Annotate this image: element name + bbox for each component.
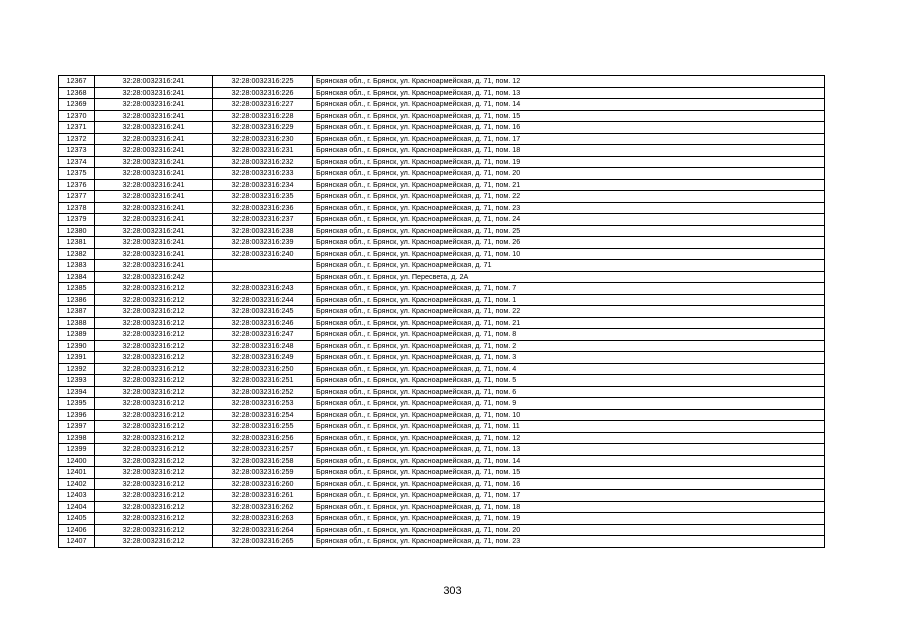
table-row	[59, 237, 825, 249]
row-number-cell: 12392	[59, 363, 95, 375]
row-number-cell: 12387	[59, 306, 95, 318]
address-cell: Брянская обл., г. Брянск, ул. Красноармейская, д. 71, пом. 17	[313, 490, 825, 502]
parcel-number-cell: 32:28:0032316:241	[95, 248, 213, 260]
row-number-cell: 12378	[59, 202, 95, 214]
row-number-cell: 12372	[59, 133, 95, 145]
table-row	[59, 386, 825, 398]
cadastral-number-cell: 32:28:0032316:227	[213, 99, 313, 111]
address-cell: Брянская обл., г. Брянск, ул. Красноармейская, д. 71, пом. 16	[313, 478, 825, 490]
row-number-cell: 12400	[59, 455, 95, 467]
parcel-number-cell: 32:28:0032316:212	[95, 478, 213, 490]
cadastral-number-cell: 32:28:0032316:232	[213, 156, 313, 168]
table-row	[59, 513, 825, 525]
row-number-cell: 12388	[59, 317, 95, 329]
table-row	[59, 329, 825, 341]
address-cell: Брянская обл., г. Брянск, ул. Красноармейская, д. 71, пом. 21	[313, 317, 825, 329]
cadastral-number-cell: 32:28:0032316:228	[213, 110, 313, 122]
address-cell: Брянская обл., г. Брянск, ул. Красноармейская, д. 71, пом. 19	[313, 156, 825, 168]
parcel-number-cell: 32:28:0032316:212	[95, 340, 213, 352]
table-row	[59, 398, 825, 410]
row-number-cell: 12384	[59, 271, 95, 283]
cadastral-number-cell: 32:28:0032316:234	[213, 179, 313, 191]
parcel-number-cell: 32:28:0032316:241	[95, 87, 213, 99]
cadastral-number-cell	[213, 260, 313, 272]
address-cell: Брянская обл., г. Брянск, ул. Красноармейская, д. 71, пом. 13	[313, 87, 825, 99]
parcel-number-cell: 32:28:0032316:212	[95, 421, 213, 433]
address-cell: Брянская обл., г. Брянск, ул. Красноармейская, д. 71, пом. 11	[313, 421, 825, 433]
table-row	[59, 352, 825, 364]
table-row	[59, 432, 825, 444]
address-cell: Брянская обл., г. Брянск, ул. Красноармейская, д. 71, пом. 19	[313, 513, 825, 525]
parcel-number-cell: 32:28:0032316:212	[95, 467, 213, 479]
row-number-cell: 12380	[59, 225, 95, 237]
cadastral-number-cell: 32:28:0032316:262	[213, 501, 313, 513]
cadastral-number-cell: 32:28:0032316:229	[213, 122, 313, 134]
address-cell: Брянская обл., г. Брянск, ул. Красноармейская, д. 71	[313, 260, 825, 272]
cadastral-number-cell: 32:28:0032316:251	[213, 375, 313, 387]
row-number-cell: 12402	[59, 478, 95, 490]
parcel-number-cell: 32:28:0032316:241	[95, 76, 213, 88]
parcel-number-cell: 32:28:0032316:212	[95, 363, 213, 375]
address-cell: Брянская обл., г. Брянск, ул. Красноармейская, д. 71, пом. 15	[313, 467, 825, 479]
cadastral-number-cell: 32:28:0032316:263	[213, 513, 313, 525]
cadastral-number-cell: 32:28:0032316:255	[213, 421, 313, 433]
row-number-cell: 12367	[59, 76, 95, 88]
table-row	[59, 179, 825, 191]
parcel-number-cell: 32:28:0032316:212	[95, 317, 213, 329]
cadastral-number-cell	[213, 271, 313, 283]
parcel-number-cell: 32:28:0032316:212	[95, 294, 213, 306]
cadastral-number-cell: 32:28:0032316:253	[213, 398, 313, 410]
address-cell: Брянская обл., г. Брянск, ул. Красноармейская, д. 71, пом. 18	[313, 501, 825, 513]
row-number-cell: 12383	[59, 260, 95, 272]
parcel-number-cell: 32:28:0032316:212	[95, 501, 213, 513]
row-number-cell: 12369	[59, 99, 95, 111]
table-row	[59, 444, 825, 456]
cadastral-number-cell: 32:28:0032316:250	[213, 363, 313, 375]
table-row	[59, 191, 825, 203]
cadastral-number-cell: 32:28:0032316:238	[213, 225, 313, 237]
row-number-cell: 12397	[59, 421, 95, 433]
parcel-number-cell: 32:28:0032316:241	[95, 191, 213, 203]
parcel-number-cell: 32:28:0032316:241	[95, 99, 213, 111]
parcel-number-cell: 32:28:0032316:212	[95, 524, 213, 536]
parcel-number-cell: 32:28:0032316:241	[95, 225, 213, 237]
parcel-number-cell: 32:28:0032316:212	[95, 329, 213, 341]
cadastral-number-cell: 32:28:0032316:239	[213, 237, 313, 249]
cadastral-number-cell: 32:28:0032316:261	[213, 490, 313, 502]
table-row	[59, 122, 825, 134]
parcel-number-cell: 32:28:0032316:212	[95, 352, 213, 364]
parcel-number-cell: 32:28:0032316:241	[95, 202, 213, 214]
cadastral-number-cell: 32:28:0032316:225	[213, 76, 313, 88]
address-cell: Брянская обл., г. Брянск, ул. Красноармейская, д. 71, пом. 23	[313, 202, 825, 214]
parcel-number-cell: 32:28:0032316:212	[95, 490, 213, 502]
cadastral-number-cell: 32:28:0032316:233	[213, 168, 313, 180]
parcel-number-cell: 32:28:0032316:212	[95, 455, 213, 467]
row-number-cell: 12394	[59, 386, 95, 398]
parcel-number-cell: 32:28:0032316:241	[95, 179, 213, 191]
cadastral-number-cell: 32:28:0032316:260	[213, 478, 313, 490]
row-number-cell: 12374	[59, 156, 95, 168]
table-row	[59, 248, 825, 260]
address-cell: Брянская обл., г. Брянск, ул. Красноармейская, д. 71, пом. 6	[313, 386, 825, 398]
row-number-cell: 12407	[59, 536, 95, 548]
table-row	[59, 490, 825, 502]
address-cell: Брянская обл., г. Брянск, ул. Красноармейская, д. 71, пом. 14	[313, 99, 825, 111]
address-cell: Брянская обл., г. Брянск, ул. Красноармейская, д. 71, пом. 9	[313, 398, 825, 410]
table-row	[59, 133, 825, 145]
row-number-cell: 12381	[59, 237, 95, 249]
parcel-number-cell: 32:28:0032316:212	[95, 444, 213, 456]
parcel-number-cell: 32:28:0032316:241	[95, 110, 213, 122]
cadastral-number-cell: 32:28:0032316:256	[213, 432, 313, 444]
table-row	[59, 99, 825, 111]
row-number-cell: 12386	[59, 294, 95, 306]
cadastral-number-cell: 32:28:0032316:226	[213, 87, 313, 99]
table-row	[59, 306, 825, 318]
table-row	[59, 340, 825, 352]
cadastral-number-cell: 32:28:0032316:249	[213, 352, 313, 364]
row-number-cell: 12379	[59, 214, 95, 226]
address-cell: Брянская обл., г. Брянск, ул. Красноармейская, д. 71, пом. 17	[313, 133, 825, 145]
address-cell: Брянская обл., г. Брянск, ул. Красноармейская, д. 71, пом. 4	[313, 363, 825, 375]
table-row	[59, 260, 825, 272]
cadastral-number-cell: 32:28:0032316:230	[213, 133, 313, 145]
table-row	[59, 214, 825, 226]
table-row	[59, 536, 825, 548]
table-row	[59, 156, 825, 168]
address-cell: Брянская обл., г. Брянск, ул. Красноармейская, д. 71, пом. 15	[313, 110, 825, 122]
row-number-cell: 12401	[59, 467, 95, 479]
table-row	[59, 501, 825, 513]
address-cell: Брянская обл., г. Брянск, ул. Красноармейская, д. 71, пом. 10	[313, 248, 825, 260]
cadastral-number-cell: 32:28:0032316:257	[213, 444, 313, 456]
table-row	[59, 76, 825, 88]
table-row	[59, 363, 825, 375]
parcel-number-cell: 32:28:0032316:212	[95, 432, 213, 444]
table-row	[59, 375, 825, 387]
address-cell: Брянская обл., г. Брянск, ул. Красноармейская, д. 71, пом. 22	[313, 191, 825, 203]
parcel-number-cell: 32:28:0032316:212	[95, 306, 213, 318]
table-row	[59, 110, 825, 122]
row-number-cell: 12376	[59, 179, 95, 191]
table-row	[59, 87, 825, 99]
parcel-number-cell: 32:28:0032316:212	[95, 409, 213, 421]
address-cell: Брянская обл., г. Брянск, ул. Красноармейская, д. 71, пом. 18	[313, 145, 825, 157]
cadastral-number-cell: 32:28:0032316:235	[213, 191, 313, 203]
table-row	[59, 317, 825, 329]
parcel-number-cell: 32:28:0032316:241	[95, 237, 213, 249]
table-row	[59, 455, 825, 467]
parcel-number-cell: 32:28:0032316:241	[95, 156, 213, 168]
cadastral-number-cell: 32:28:0032316:231	[213, 145, 313, 157]
cadastral-number-cell: 32:28:0032316:248	[213, 340, 313, 352]
row-number-cell: 12385	[59, 283, 95, 295]
cadastral-number-cell: 32:28:0032316:265	[213, 536, 313, 548]
cadastral-number-cell: 32:28:0032316:245	[213, 306, 313, 318]
address-cell: Брянская обл., г. Брянск, ул. Красноармейская, д. 71, пом. 8	[313, 329, 825, 341]
row-number-cell: 12403	[59, 490, 95, 502]
table-row	[59, 145, 825, 157]
parcel-number-cell: 32:28:0032316:241	[95, 133, 213, 145]
address-cell: Брянская обл., г. Брянск, ул. Красноармейская, д. 71, пом. 12	[313, 432, 825, 444]
table-row	[59, 421, 825, 433]
parcel-number-cell: 32:28:0032316:241	[95, 145, 213, 157]
parcel-number-cell: 32:28:0032316:241	[95, 168, 213, 180]
row-number-cell: 12398	[59, 432, 95, 444]
table-row	[59, 271, 825, 283]
address-cell: Брянская обл., г. Брянск, ул. Красноармейская, д. 71, пом. 13	[313, 444, 825, 456]
cadastral-number-cell: 32:28:0032316:240	[213, 248, 313, 260]
table-row	[59, 168, 825, 180]
parcel-number-cell: 32:28:0032316:241	[95, 122, 213, 134]
row-number-cell: 12399	[59, 444, 95, 456]
parcel-number-cell: 32:28:0032316:212	[95, 513, 213, 525]
table-row	[59, 478, 825, 490]
row-number-cell: 12393	[59, 375, 95, 387]
parcel-number-cell: 32:28:0032316:212	[95, 386, 213, 398]
address-cell: Брянская обл., г. Брянск, ул. Красноармейская, д. 71, пом. 20	[313, 524, 825, 536]
table-row	[59, 202, 825, 214]
address-cell: Брянская обл., г. Брянск, ул. Пересвета, д. 2А	[313, 271, 825, 283]
row-number-cell: 12406	[59, 524, 95, 536]
address-cell: Брянская обл., г. Брянск, ул. Красноармейская, д. 71, пом. 14	[313, 455, 825, 467]
registry-table-body	[59, 76, 825, 548]
table-row	[59, 283, 825, 295]
cadastral-number-cell: 32:28:0032316:247	[213, 329, 313, 341]
address-cell: Брянская обл., г. Брянск, ул. Красноармейская, д. 71, пом. 25	[313, 225, 825, 237]
address-cell: Брянская обл., г. Брянск, ул. Красноармейская, д. 71, пом. 2	[313, 340, 825, 352]
parcel-number-cell: 32:28:0032316:212	[95, 375, 213, 387]
address-cell: Брянская обл., г. Брянск, ул. Красноармейская, д. 71, пом. 20	[313, 168, 825, 180]
registry-table	[58, 75, 825, 548]
cadastral-number-cell: 32:28:0032316:237	[213, 214, 313, 226]
row-number-cell: 12368	[59, 87, 95, 99]
table-row	[59, 225, 825, 237]
address-cell: Брянская обл., г. Брянск, ул. Красноармейская, д. 71, пом. 24	[313, 214, 825, 226]
page-number: 303	[443, 585, 462, 597]
row-number-cell: 12404	[59, 501, 95, 513]
address-cell: Брянская обл., г. Брянск, ул. Красноармейская, д. 71, пом. 12	[313, 76, 825, 88]
row-number-cell: 12395	[59, 398, 95, 410]
cadastral-number-cell: 32:28:0032316:243	[213, 283, 313, 295]
address-cell: Брянская обл., г. Брянск, ул. Красноармейская, д. 71, пом. 3	[313, 352, 825, 364]
row-number-cell: 12396	[59, 409, 95, 421]
cadastral-number-cell: 32:28:0032316:254	[213, 409, 313, 421]
row-number-cell: 12370	[59, 110, 95, 122]
parcel-number-cell: 32:28:0032316:212	[95, 536, 213, 548]
parcel-number-cell: 32:28:0032316:242	[95, 271, 213, 283]
row-number-cell: 12389	[59, 329, 95, 341]
table-row	[59, 409, 825, 421]
table-row	[59, 294, 825, 306]
row-number-cell: 12373	[59, 145, 95, 157]
row-number-cell: 12391	[59, 352, 95, 364]
row-number-cell: 12371	[59, 122, 95, 134]
parcel-number-cell: 32:28:0032316:212	[95, 283, 213, 295]
parcel-number-cell: 32:28:0032316:241	[95, 260, 213, 272]
cadastral-number-cell: 32:28:0032316:246	[213, 317, 313, 329]
address-cell: Брянская обл., г. Брянск, ул. Красноармейская, д. 71, пом. 23	[313, 536, 825, 548]
row-number-cell: 12377	[59, 191, 95, 203]
address-cell: Брянская обл., г. Брянск, ул. Красноармейская, д. 71, пом. 1	[313, 294, 825, 306]
cadastral-number-cell: 32:28:0032316:252	[213, 386, 313, 398]
table-row	[59, 467, 825, 479]
address-cell: Брянская обл., г. Брянск, ул. Красноармейская, д. 71, пом. 21	[313, 179, 825, 191]
row-number-cell: 12375	[59, 168, 95, 180]
cadastral-number-cell: 32:28:0032316:244	[213, 294, 313, 306]
address-cell: Брянская обл., г. Брянск, ул. Красноармейская, д. 71, пом. 10	[313, 409, 825, 421]
cadastral-number-cell: 32:28:0032316:258	[213, 455, 313, 467]
parcel-number-cell: 32:28:0032316:241	[95, 214, 213, 226]
parcel-number-cell: 32:28:0032316:212	[95, 398, 213, 410]
address-cell: Брянская обл., г. Брянск, ул. Красноармейская, д. 71, пом. 26	[313, 237, 825, 249]
row-number-cell: 12390	[59, 340, 95, 352]
table-row	[59, 524, 825, 536]
cadastral-number-cell: 32:28:0032316:236	[213, 202, 313, 214]
address-cell: Брянская обл., г. Брянск, ул. Красноармейская, д. 71, пом. 22	[313, 306, 825, 318]
address-cell: Брянская обл., г. Брянск, ул. Красноармейская, д. 71, пом. 5	[313, 375, 825, 387]
cadastral-number-cell: 32:28:0032316:259	[213, 467, 313, 479]
row-number-cell: 12405	[59, 513, 95, 525]
row-number-cell: 12382	[59, 248, 95, 260]
cadastral-number-cell: 32:28:0032316:264	[213, 524, 313, 536]
address-cell: Брянская обл., г. Брянск, ул. Красноармейская, д. 71, пом. 7	[313, 283, 825, 295]
address-cell: Брянская обл., г. Брянск, ул. Красноармейская, д. 71, пом. 16	[313, 122, 825, 134]
